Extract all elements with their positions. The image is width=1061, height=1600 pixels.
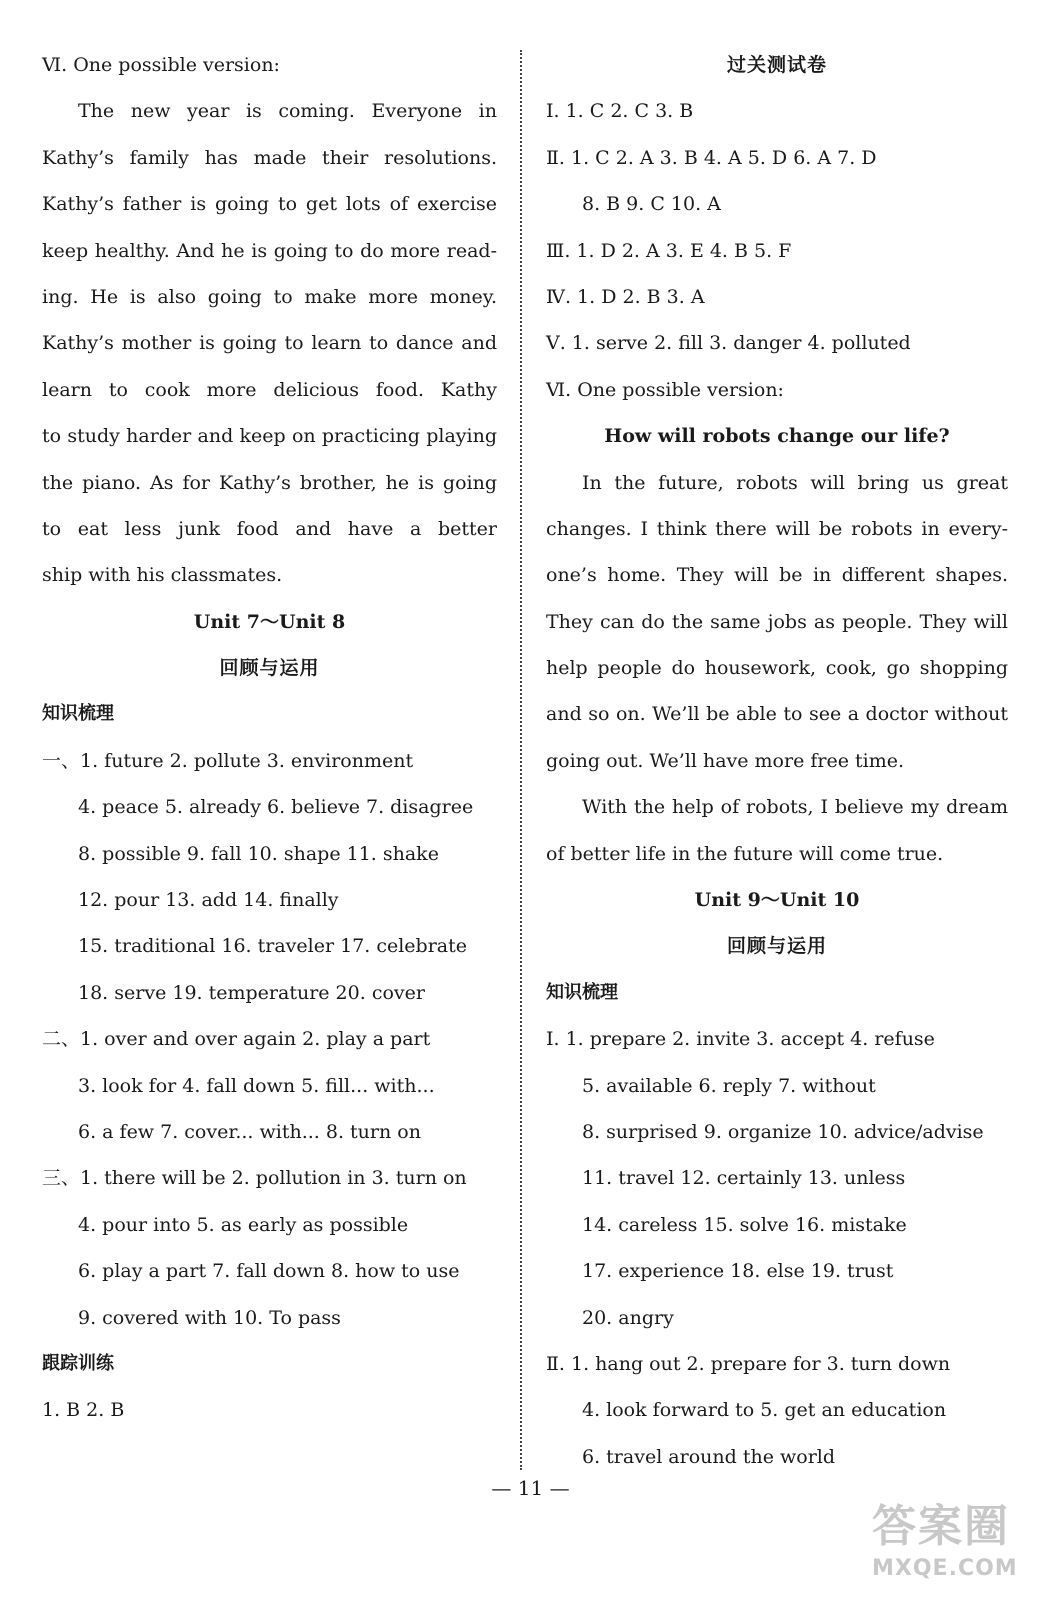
essay-line: to study harder and keep on practicing playing — [42, 425, 497, 448]
answer-line: Ⅲ. 1. D 2. A 3. E 4. B 5. F — [546, 239, 792, 262]
essay-line: With the help of robots, I believe my dream — [582, 796, 1008, 819]
test-paper-heading: 过关测试卷 — [726, 54, 827, 76]
answer-line: 5. available 6. reply 7. without — [582, 1074, 876, 1097]
essay-line: learn to cook more delicious food. Kathy — [42, 378, 497, 401]
answer-line: Ⅳ. 1. D 2. B 3. A — [546, 285, 705, 308]
answer-line: 12. pour 13. add 14. finally — [78, 889, 339, 912]
practice-heading: 跟踪训练 — [42, 1352, 114, 1374]
essay-line: keep healthy. And he is going to do more read- — [42, 239, 497, 262]
essay-line: and so on. We’ll be able to see a doctor without — [546, 703, 1008, 726]
answer-line: 8. possible 9. fall 10. shape 11. shake — [78, 842, 439, 865]
answer-line: 3. look for 4. fall down 5. fill... with... — [78, 1074, 435, 1097]
essay-line: ing. He is also going to make more money. — [42, 285, 497, 308]
essay-line: one’s home. They will be in different shapes. — [546, 564, 1008, 587]
essay-line: changes. I think there will be robots in every- — [546, 517, 1008, 540]
essay-line: help people do housework, cook, go shopping — [546, 657, 1008, 680]
answer-line: 二、1. over and over again 2. play a part — [42, 1028, 431, 1051]
answer-line: Ⅰ. 1. prepare 2. invite 3. accept 4. refuse — [546, 1028, 935, 1051]
answer-line: 17. experience 18. else 19. trust — [582, 1260, 894, 1283]
answer-line: Ⅱ. 1. hang out 2. prepare for 3. turn down — [546, 1352, 951, 1375]
answer-line: 8. B 9. C 10. A — [582, 193, 721, 216]
essay-line: Kathy’s father is going to get lots of exercise — [42, 193, 497, 216]
answer-line: 一、1. future 2. pollute 3. environment — [42, 749, 414, 772]
essay-line: The new year is coming. Everyone in — [78, 100, 497, 123]
answer-line: 14. careless 15. solve 16. mistake — [582, 1213, 907, 1236]
review-heading: 回顾与运用 — [726, 935, 827, 958]
essay-line: going out. We’ll have more free time. — [546, 749, 905, 772]
essay-line: of better life in the future will come true. — [546, 842, 944, 865]
answer-line: 4. look forward to 5. get an education — [582, 1399, 947, 1422]
answer-line: Ⅱ. 1. C 2. A 3. B 4. A 5. D 6. A 7. D — [546, 146, 877, 169]
page-number: — 11 — — [491, 1476, 570, 1500]
right-column — [546, 42, 1008, 1480]
essay-line: ship with his classmates. — [42, 564, 283, 587]
answer-line: 20. angry — [582, 1306, 674, 1329]
essay-line: They can do the same jobs as people. They will — [546, 610, 1008, 633]
left-column — [42, 42, 497, 1434]
watermark-logo — [872, 1500, 1042, 1594]
answer-line: 18. serve 19. temperature 20. cover — [78, 981, 425, 1004]
section-vi-label: Ⅵ. One possible version: — [42, 54, 280, 76]
essay-title: How will robots change our life? — [604, 425, 950, 448]
answer-line: 9. covered with 10. To pass — [78, 1306, 341, 1329]
essay-line: to eat less junk food and have a better — [42, 517, 497, 540]
answer-line: 6. play a part 7. fall down 8. how to use — [78, 1260, 460, 1283]
answer-line: 1. B 2. B — [42, 1399, 125, 1422]
answer-line: 6. travel around the world — [582, 1445, 836, 1468]
essay-line: In the future, robots will bring us great — [582, 471, 1008, 494]
knowledge-heading: 知识梳理 — [42, 703, 114, 725]
watermark-cn: 答案圈 — [872, 1501, 1010, 1552]
watermark-en: MXQE.COM — [872, 1556, 1018, 1581]
knowledge-heading: 知识梳理 — [546, 981, 618, 1003]
answer-line: 8. surprised 9. organize 10. advice/advise — [582, 1120, 984, 1143]
answer-line: 6. a few 7. cover... with... 8. turn on — [78, 1120, 421, 1143]
essay-line: the piano. As for Kathy’s brother, he is going — [42, 471, 497, 494]
essay-line: Kathy’s mother is going to learn to dance and — [42, 332, 497, 355]
review-heading: 回顾与运用 — [219, 657, 320, 680]
answer-line: 11. travel 12. certainly 13. unless — [582, 1167, 906, 1190]
answer-line: Ⅴ. 1. serve 2. fill 3. danger 4. polluted — [546, 332, 911, 355]
answer-line: 15. traditional 16. traveler 17. celebrate — [78, 935, 468, 958]
answer-line: 三、1. there will be 2. pollution in 3. turn on — [42, 1167, 467, 1190]
answer-line: Ⅰ. 1. C 2. C 3. B — [546, 100, 694, 123]
answer-line: 4. pour into 5. as early as possible — [78, 1213, 409, 1236]
answer-line: 4. peace 5. already 6. believe 7. disagree — [78, 796, 474, 819]
unit-heading: Unit 9～Unit 10 — [694, 889, 860, 912]
unit-heading: Unit 7～Unit 8 — [193, 610, 346, 633]
essay-line: Kathy’s family has made their resolutions. — [42, 146, 497, 169]
column-divider — [520, 50, 522, 1470]
section-vi-label: Ⅵ. One possible version: — [546, 378, 784, 401]
